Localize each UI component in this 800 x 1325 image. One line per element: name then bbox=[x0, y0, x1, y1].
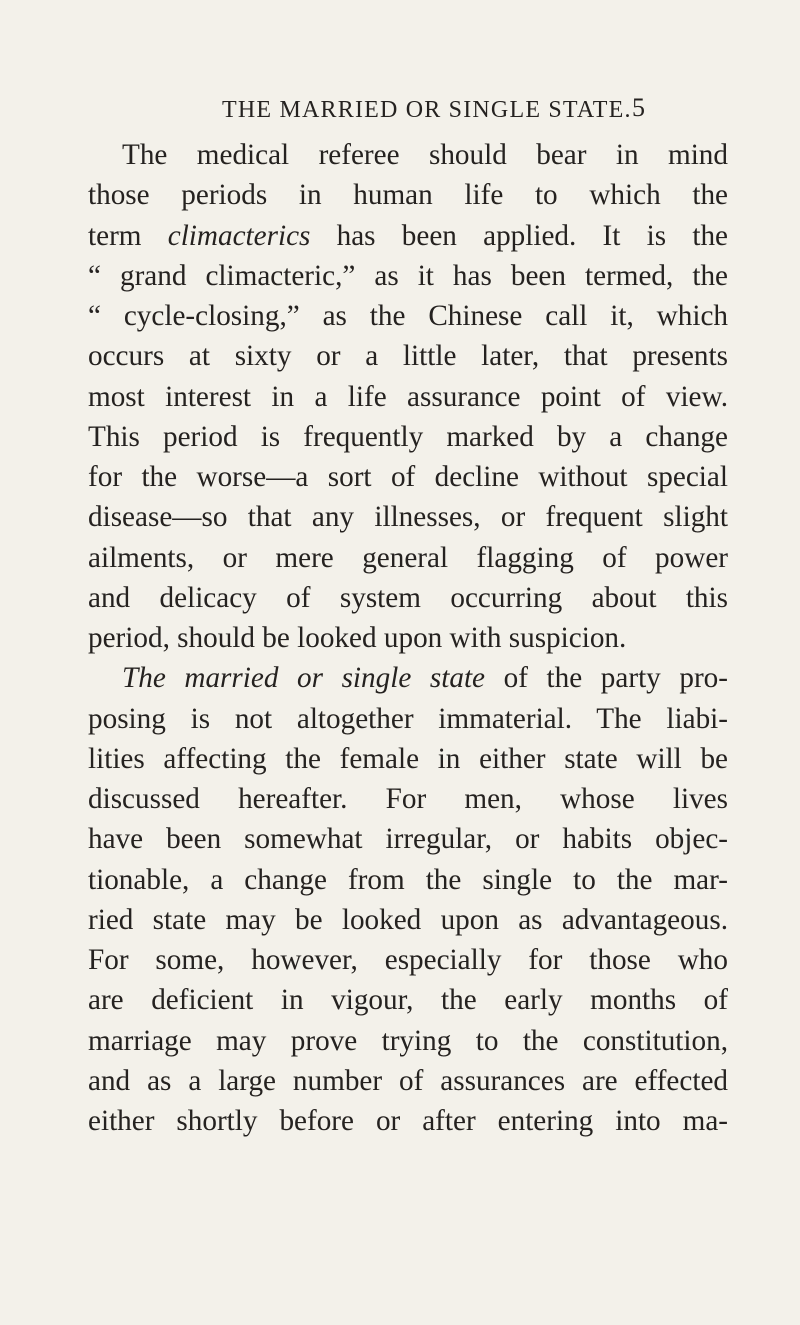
page-number: 5 bbox=[632, 93, 645, 122]
text-span: has been applied. It is the bbox=[310, 219, 728, 252]
running-title: THE MARRIED OR SINGLE STATE. bbox=[222, 97, 632, 123]
text-line: and delicacy of system occurring about this bbox=[88, 581, 728, 614]
text-line: most interest in a life assurance point of view. bbox=[88, 380, 728, 413]
text-line: “ grand climacteric,” as it has been termed, the bbox=[88, 259, 728, 292]
text-line: period, should be looked upon with suspicion. bbox=[88, 622, 627, 654]
text-line: are deficient in vigour, the early months of bbox=[88, 984, 728, 1017]
italic-term: climacterics bbox=[167, 219, 311, 252]
text-line: disease—so that any illnesses, or frequent slight bbox=[88, 501, 728, 534]
text-line: marriage may prove trying to the constitution, bbox=[88, 1024, 728, 1057]
text-line: tionable, a change from the single to the mar- bbox=[88, 863, 728, 896]
text-line: posing is not altogether immaterial. The liabi- bbox=[88, 702, 728, 735]
text-span: of the party pro- bbox=[485, 662, 728, 695]
text-line bbox=[88, 658, 728, 698]
text-line bbox=[88, 216, 728, 256]
text-line: For some, however, especially for those who bbox=[88, 944, 728, 976]
text-line: This period is frequently marked by a change bbox=[88, 420, 728, 453]
italic-heading: The married or single state bbox=[122, 662, 486, 695]
text-line: and as a large number of assurances are effected bbox=[88, 1064, 728, 1097]
text-span: term bbox=[88, 219, 168, 252]
text-line: ried state may be looked upon as advantageous. bbox=[88, 903, 728, 936]
text-line: those periods in human life to which the bbox=[88, 179, 728, 212]
text-line: lities affecting the female in either state will be bbox=[88, 742, 728, 775]
text-line: for the worse—a sort of decline without special bbox=[88, 461, 728, 493]
text-line: The medical referee should bear in mind bbox=[122, 139, 728, 171]
text-line: discussed hereafter. For men, whose lives bbox=[88, 783, 728, 815]
text-line: ailments, or mere general flagging of power bbox=[88, 541, 728, 574]
running-head bbox=[0, 92, 800, 128]
text-line: occurs at sixty or a little later, that presents bbox=[88, 340, 728, 373]
text-line: either shortly before or after entering into ma- bbox=[88, 1105, 728, 1137]
body-text bbox=[88, 135, 728, 1141]
text-line: have been somewhat irregular, or habits objec- bbox=[88, 823, 728, 856]
text-line: “ cycle-closing,” as the Chinese call it, which bbox=[88, 300, 728, 332]
